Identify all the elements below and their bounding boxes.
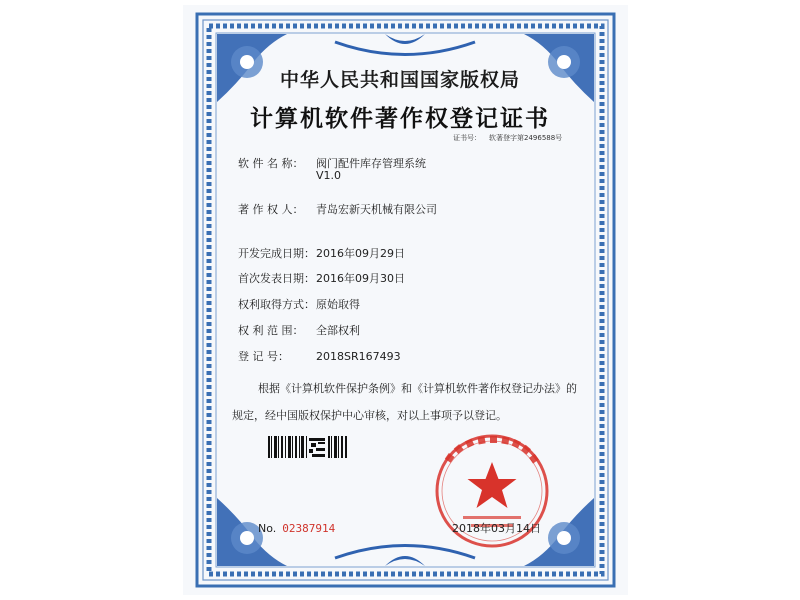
field-label: 首次发表日期：	[238, 272, 315, 285]
field-publication-date	[238, 270, 405, 286]
certificate-number-value: 软著登字第2496588号	[489, 134, 563, 142]
field-acquisition-method	[238, 296, 360, 312]
certificate-title: 计算机软件著作权登记证书	[250, 105, 550, 132]
field-label: 权 利 范 围：	[238, 324, 304, 337]
field-label: 软 件 名 称：	[238, 157, 304, 170]
field-value: 2018SR167493	[316, 350, 401, 363]
field-value: 2016年09月29日	[316, 247, 405, 260]
serial-number	[258, 522, 335, 535]
field-value-version: V1.0	[316, 169, 342, 182]
field-software-version	[316, 169, 341, 182]
serial-value: 02387914	[282, 522, 336, 535]
certificate-number	[453, 133, 570, 143]
field-label: 著 作 权 人：	[238, 203, 304, 216]
field-value: 2016年09月30日	[316, 272, 405, 285]
issuing-authority: 中华人民共和国国家版权局	[279, 69, 520, 91]
field-registration-number	[238, 348, 401, 364]
serial-label: No.	[258, 522, 277, 535]
field-label: 开发完成日期：	[238, 247, 315, 260]
field-label: 权利取得方式：	[238, 298, 315, 311]
field-value: 阀门配件库存管理系统	[316, 157, 426, 170]
field-value: 原始取得	[316, 298, 360, 311]
field-label: 登 记 号：	[238, 350, 289, 363]
certificate-number-label: 证书号：	[453, 134, 481, 142]
field-value: 青岛宏新天机械有限公司	[316, 203, 437, 216]
field-rights-scope	[238, 322, 360, 338]
field-development-date	[238, 245, 405, 261]
issue-date: 2018年03月14日	[452, 522, 541, 535]
statement-line-1: 根据《计算机软件保护条例》和《计算机软件著作权登记办法》的	[258, 382, 577, 395]
field-copyright-owner	[238, 201, 437, 217]
field-value: 全部权利	[316, 324, 360, 337]
barcode-icon	[268, 436, 348, 458]
statement-line-2: 规定，经中国版权保护中心审核，对以上事项予以登记。	[232, 409, 507, 422]
